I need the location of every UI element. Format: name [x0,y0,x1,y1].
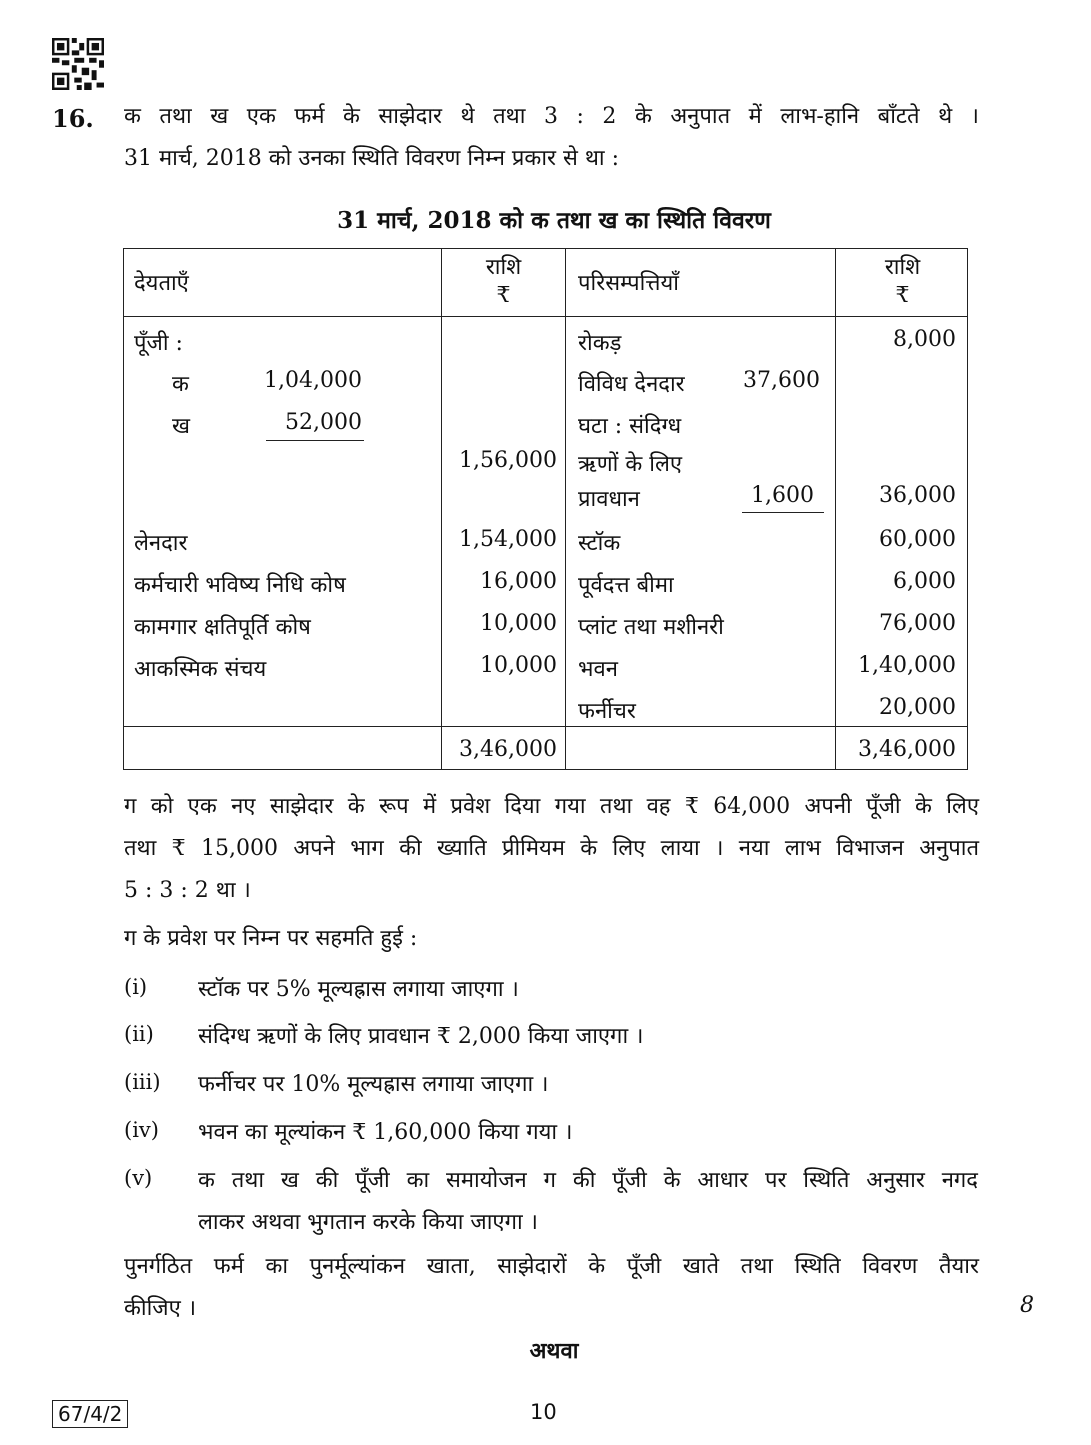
or-separator: अथवा [529,1338,579,1364]
condition-text-5-cont: लाकर अथवा भुगतान करके किया जाएगा । [198,1210,539,1235]
partner-b-capital: 52,000 [285,410,362,435]
furniture-label: फर्नीचर [578,699,636,724]
epf-amount: 16,000 [480,569,557,594]
instruction-line2: कीजिए । [124,1296,197,1321]
provision-amount: 1,600 [751,483,814,508]
creditors-amount: 1,54,000 [459,527,557,552]
partner-a-capital: 1,04,000 [264,368,362,393]
provision-line2: ऋणों के लिए [578,452,683,477]
cash-label: रोकड़ [578,331,622,356]
balance-sheet-table [123,248,968,770]
wcf-amount: 10,000 [480,611,557,636]
balance-sheet-title: 31 मार्च, 2018 को क तथा ख का स्थिति विवरण [337,207,771,234]
partner-a-label: क [172,372,189,397]
header-amount-right: राशि [884,255,921,280]
plant-label: प्लांट तथा मशीनरी [578,615,724,640]
condition-label-3: (iii) [124,1070,161,1094]
cash-amount: 8,000 [893,327,956,352]
assets-total: 3,46,000 [858,737,956,762]
page-number: 10 [530,1400,557,1424]
condition-label-5: (v) [124,1166,153,1190]
building-amount: 1,40,000 [858,653,956,678]
condition-text-1: स्टॉक पर 5% मूल्यह्रास लगाया जाएगा । [198,977,519,1002]
plant-amount: 76,000 [879,611,956,636]
admission-line3: 5 : 3 : 2 था । [124,878,251,903]
prepaid-label: पूर्वदत्त बीमा [578,573,674,598]
stock-amount: 60,000 [879,527,956,552]
condition-text-3: फर्नीचर पर 10% मूल्यह्रास लगाया जाएगा । [198,1072,549,1097]
capital-label: पूँजी : [134,331,183,356]
debtors-amount: 37,600 [743,368,820,393]
prepaid-amount: 6,000 [893,569,956,594]
condition-text-2: संदिग्ध ऋणों के लिए प्रावधान ₹ 2,000 किया जाएगा । [198,1024,644,1049]
capital-total: 1,56,000 [459,448,557,473]
question-intro-line2: 31 मार्च, 2018 को उनका स्थिति विवरण निम्न प्रकार से था : [124,146,620,171]
header-rupee-left: ₹ [496,283,511,308]
provision-line3: प्रावधान [578,487,640,512]
admission-line2: तथा ₹ 15,000 अपने भाग की ख्याति प्रीमियम के लिए लाया । नया लाभ विभाजन अनुपात [124,836,979,861]
condition-text-5: क तथा ख की पूँजी का समायोजन ग की पूँजी के आधार पर स्थिति अनुसार नगद [198,1168,978,1193]
contingency-amount: 10,000 [480,653,557,678]
header-assets: परिसम्पत्तियाँ [578,271,679,296]
wcf-label: कामगार क्षतिपूर्ति कोष [134,615,311,640]
qr-code-icon [52,38,104,90]
admission-line1: ग को एक नए साझेदार के रूप में प्रवेश दिया गया तथा वह ₹ 64,000 अपनी पूँजी के लिए [124,794,979,819]
net-debtors-amount: 36,000 [879,483,956,508]
condition-label-2: (ii) [124,1022,154,1046]
question-intro-line1: क तथा ख एक फर्म के साझेदार थे तथा 3 : 2 के अनुपात में लाभ-हानि बाँटते थे । [124,104,979,129]
provision-line1: घटा : संदिग्ध [578,414,682,439]
furniture-amount: 20,000 [879,695,956,720]
contingency-label: आकस्मिक संचय [134,657,267,682]
condition-label-4: (iv) [124,1118,159,1142]
agreed-terms-heading: ग के प्रवेश पर निम्न पर सहमति हुई : [124,926,418,951]
epf-label: कर्मचारी भविष्य निधि कोष [134,573,346,598]
header-rupee-right: ₹ [895,283,910,308]
condition-text-4: भवन का मूल्यांकन ₹ 1,60,000 किया गया । [198,1120,573,1145]
creditors-label: लेनदार [134,531,188,556]
question-number: 16. [52,104,94,133]
building-label: भवन [578,657,618,682]
partner-b-label: ख [172,414,190,439]
liabilities-total: 3,46,000 [459,737,557,762]
header-amount-left: राशि [485,255,522,280]
debtors-label: विविध देनदार [578,372,685,397]
stock-label: स्टॉक [578,531,621,556]
header-liabilities: देयताएँ [134,271,189,296]
instruction-line1: पुनर्गठित फर्म का पुनर्मूल्यांकन खाता, साझेदारों के पूँजी खाते तथा स्थिति विवरण तैयार [124,1254,979,1279]
paper-code: 67/4/2 [52,1400,128,1428]
marks: 8 [1020,1293,1034,1318]
condition-label-1: (i) [124,975,148,999]
